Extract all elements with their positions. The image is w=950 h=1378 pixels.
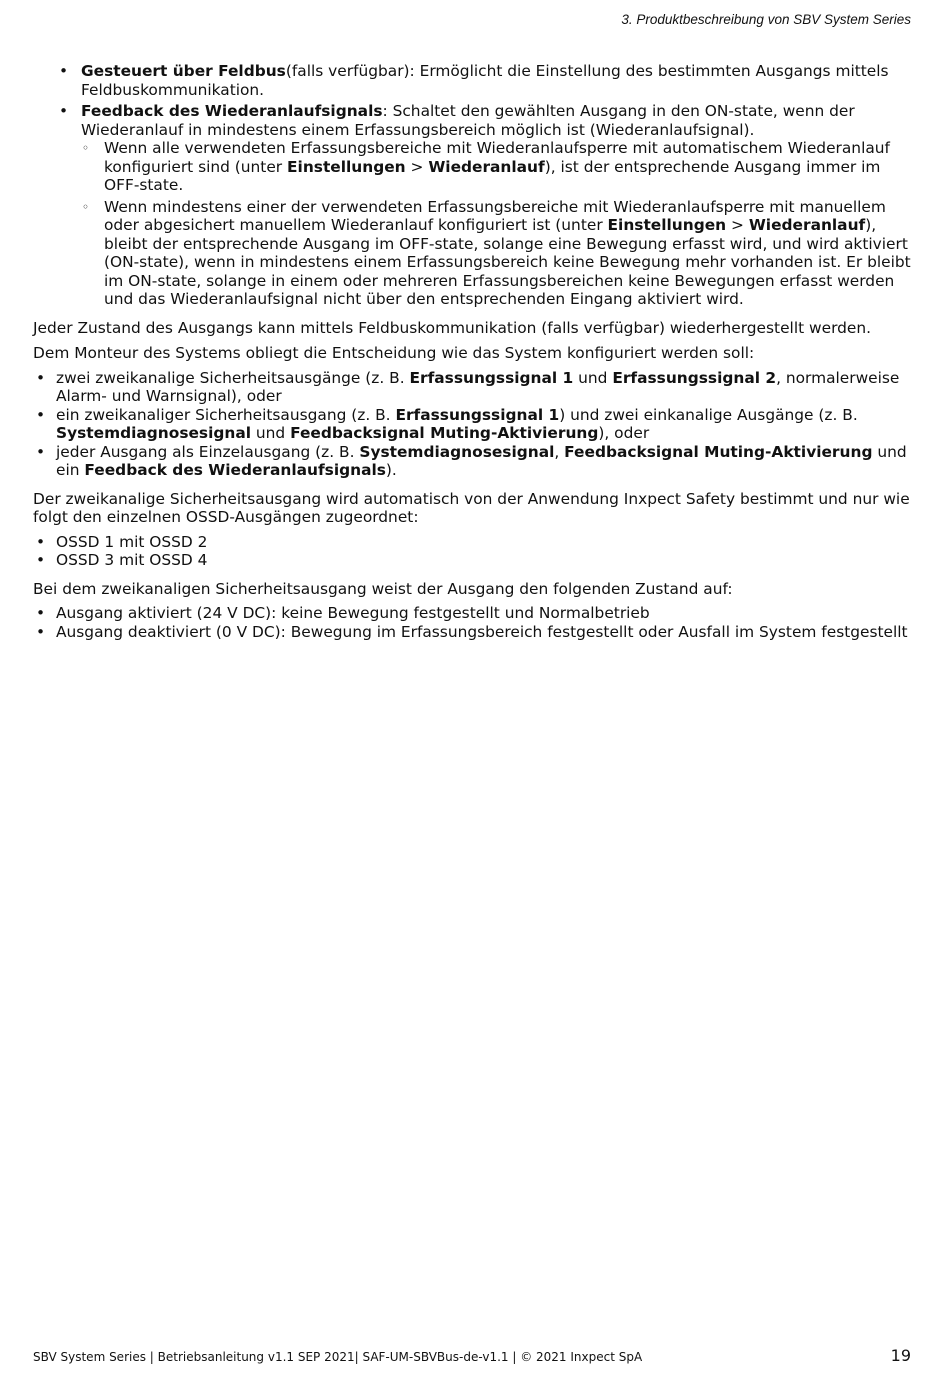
output-mode-list xyxy=(33,62,913,309)
list-item-output-active: • Ausgang aktiviert (24 V DC): keine Bewegung festgestellt und Normalbetrieb xyxy=(33,604,913,623)
list-item-single-outputs: • jeder Ausgang als Einzelausgang (z. B. Systemdiagnosesignal, Feedbacksignal Muting-Aktivierung und ein Feedback des Wiederanlaufsignals). xyxy=(33,443,913,480)
page-number: 19 xyxy=(890,1346,911,1365)
paragraph-ossd-assignment: Der zweikanalige Sicherheitsausgang wird automatisch von der Anwendung Inxpect Safety bestimmt und nur wie folgt den einzelnen OSSD-Ausgängen zugeordnet: xyxy=(33,489,910,526)
paragraph-state-restore: Jeder Zustand des Ausgangs kann mittels Feldbuskommunikation (falls verfügbar) wiederhergestellt werden. xyxy=(33,318,872,337)
list-item-ossd-pair: • OSSD 1 mit OSSD 2 xyxy=(33,533,913,552)
term-fieldbus: Gesteuert über Feldbus xyxy=(81,62,286,80)
list-item-restart-feedback xyxy=(33,102,913,309)
document-body xyxy=(33,62,913,641)
list-item-two-dual-channel: • zwei zweikanalige Sicherheitsausgänge (z. B. Erfassungssignal 1 und Erfassungssignal 2, normalerweise Alarm- und Warnsignal), oder xyxy=(33,369,913,406)
sub-item-manual: ◦ Wenn mindestens einer der verwendeten Erfassungsbereiche mit Wiederanlaufsperre mit manuellem oder abgesichert manuellem Wiederanlauf konfiguriert ist (unter Einstellungen > Wiederanlauf), bleibt der entsprechende Ausgang im OFF-state, solange eine Bewegung erfasst wird, und wird aktiviert (ON-state), wenn in mindestens einem Erfassungsbereich keine Bewegung mehr vorhanden ist. Er bleibt im ON-state, solange in einem oder mehreren Erfassungsbereichen keine Bewegungen erfasst werden und das Wiederanlaufsignal nicht über den entsprechenden Eingang aktiviert wird. xyxy=(33,198,913,309)
list-item-fieldbus xyxy=(33,62,913,99)
list-item-output-inactive: • Ausgang deaktiviert (0 V DC): Bewegung im Erfassungsbereich festgestellt oder Ausfall im System festgestellt xyxy=(33,623,913,642)
page-header: 3. Produktbeschreibung von SBV System Series xyxy=(621,12,911,27)
desc-restart-feedback: : Schaltet den gewählten Ausgang in den ON-state, wenn der Wiederanlauf in mindestens einem Erfassungsbereich möglich ist (Wiederanlaufsignal). xyxy=(81,102,855,139)
sub-item-automatic: ◦ Wenn alle verwendeten Erfassungsbereiche mit Wiederanlaufsperre mit automatischem Wiederanlauf konfiguriert sind (unter Einstellungen > Wiederanlauf), ist der entsprechende Ausgang immer im OFF-state. xyxy=(33,139,913,195)
list-item-ossd-pair: • OSSD 3 mit OSSD 4 xyxy=(33,551,913,570)
desc-fieldbus: (falls verfügbar): Ermöglicht die Einstellung des bestimmten Ausgangs mittels Feldbuskommunikation. xyxy=(81,62,889,99)
configuration-list xyxy=(33,369,913,480)
list-item-one-dual-channel: • ein zweikanaliger Sicherheitsausgang (z. B. Erfassungssignal 1) und zwei einkanalige Ausgänge (z. B. Systemdiagnosesignal und Feedbacksignal Muting-Aktivierung), oder xyxy=(33,406,913,443)
output-state-list xyxy=(33,604,913,641)
footer-text: SBV System Series | Betriebsanleitung v1.1 SEP 2021| SAF-UM-SBVBus-de-v1.1 | © 2021 Inxpect SpA xyxy=(33,1350,643,1364)
ossd-pair-list xyxy=(33,533,913,570)
restart-sub-list xyxy=(33,139,913,309)
paragraph-output-state: Bei dem zweikanaligen Sicherheitsausgang weist der Ausgang den folgenden Zustand auf: xyxy=(33,579,733,598)
paragraph-installer-decision: Dem Monteur des Systems obliegt die Entscheidung wie das System konfiguriert werden soll: xyxy=(33,344,755,362)
term-restart-feedback: Feedback des Wiederanlaufsignals xyxy=(81,102,383,120)
